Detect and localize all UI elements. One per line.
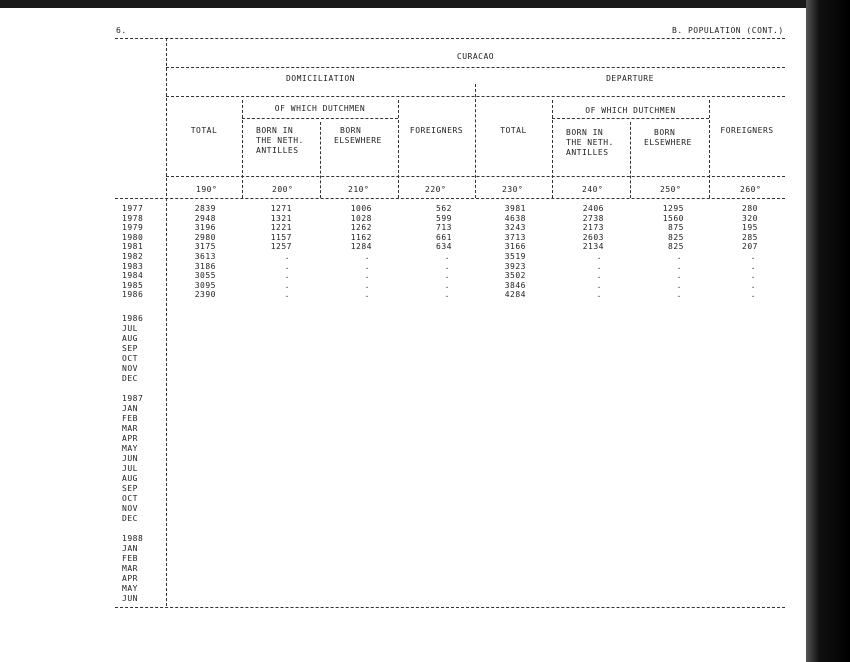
table-cell: . xyxy=(596,271,602,281)
table-cell: 280 xyxy=(742,204,758,213)
born-elsewhere-heading: BORN xyxy=(654,128,676,137)
table-cell: 825 xyxy=(668,242,684,252)
table-cell: . xyxy=(596,261,602,271)
month-row-label: MAY xyxy=(122,584,138,593)
total-heading-dom: TOTAL xyxy=(190,126,218,135)
month-row-label: AUG xyxy=(122,334,138,343)
table-cell: 1162 xyxy=(350,232,372,242)
table-cell: . xyxy=(676,290,682,300)
table-cell: . xyxy=(284,261,290,271)
month-row-label: MAR xyxy=(122,564,138,573)
row-year: 1980 xyxy=(122,232,144,242)
table-cell: 3519 xyxy=(504,252,526,261)
table-cell: 3186 xyxy=(194,261,216,271)
table-cell: 1560 xyxy=(662,213,684,223)
table-cell: 3981 xyxy=(504,204,526,213)
region-heading: CURACAO xyxy=(456,52,495,61)
page-number: 6. xyxy=(116,26,127,35)
born-elsewhere-heading: ELSEWHERE xyxy=(334,136,382,145)
table-cell: 661 xyxy=(436,232,452,242)
table-cell: . xyxy=(676,261,682,271)
table-cell: . xyxy=(444,261,450,271)
born-in-heading: ANTILLES xyxy=(256,146,299,155)
table-cell: . xyxy=(676,271,682,281)
table-cell: . xyxy=(364,261,370,271)
col-divider xyxy=(320,122,321,198)
column-code: 210° xyxy=(348,185,370,194)
column-code: 200° xyxy=(272,185,294,194)
month-row-label: JUL xyxy=(122,324,138,333)
table-cell: 3175 xyxy=(194,242,216,252)
departure-heading: DEPARTURE xyxy=(606,74,654,83)
table-cell: 4638 xyxy=(504,213,526,223)
table-cell: . xyxy=(284,280,290,290)
section-title: B. POPULATION (CONT.) xyxy=(672,26,784,35)
total-heading-dep: TOTAL xyxy=(500,126,527,135)
month-group-year: 1986 xyxy=(122,314,144,323)
table-cell: 2134 xyxy=(582,242,604,252)
table-cell: 285 xyxy=(742,232,758,242)
month-row-label: FEB xyxy=(122,414,138,423)
table-cell: 3923 xyxy=(504,261,526,271)
table-cell: 2980 xyxy=(194,232,216,242)
table-cell: . xyxy=(444,290,450,300)
column-code: 230° xyxy=(502,185,524,194)
bottom-rule xyxy=(115,607,785,608)
table-cell: . xyxy=(284,290,290,300)
rule-codes xyxy=(115,198,785,199)
month-row-label: FEB xyxy=(122,554,138,563)
month-row-label: DEC xyxy=(122,514,138,523)
month-row-label: SEP xyxy=(122,344,138,353)
table-cell: 2948 xyxy=(194,213,216,223)
table-cell: 2603 xyxy=(582,232,604,242)
row-year: 1978 xyxy=(122,213,144,223)
table-cell: 320 xyxy=(742,213,758,223)
table-cell: . xyxy=(596,252,602,261)
scan-edge-right xyxy=(806,0,850,662)
table-cell: 3846 xyxy=(504,280,526,290)
table-cell: 599 xyxy=(436,213,452,223)
month-row-label: JUN xyxy=(122,594,138,603)
month-row-label: AUG xyxy=(122,474,138,483)
table-cell: 1157 xyxy=(270,232,292,242)
table-cell: 1262 xyxy=(350,223,372,233)
table-cell: . xyxy=(750,252,756,261)
table-cell: 3502 xyxy=(504,271,526,281)
row-year: 1979 xyxy=(122,223,144,233)
table-cell: . xyxy=(284,271,290,281)
column-code: 220° xyxy=(425,185,447,194)
month-row-label: MAY xyxy=(122,444,138,453)
month-row-label: DEC xyxy=(122,374,138,383)
month-row-label: JAN xyxy=(122,404,138,413)
row-year: 1984 xyxy=(122,271,144,281)
born-in-heading: BORN IN xyxy=(256,126,294,135)
dutchmen-heading-dep: OF WHICH DUTCHMEN xyxy=(585,106,676,115)
month-row-label: OCT xyxy=(122,354,138,363)
table-cell: . xyxy=(676,280,682,290)
table-cell: . xyxy=(284,252,290,261)
table-cell: 3095 xyxy=(194,280,216,290)
table-cell: . xyxy=(364,252,370,261)
table-cell: 713 xyxy=(436,223,452,233)
month-row-label: OCT xyxy=(122,494,138,503)
row-year: 1981 xyxy=(122,242,144,252)
table-cell: 634 xyxy=(436,242,452,252)
domiciliation-heading: DOMICILIATION xyxy=(285,74,356,83)
born-elsewhere-heading: BORN xyxy=(340,126,362,135)
table-cell: . xyxy=(750,271,756,281)
table-cell: 195 xyxy=(742,223,758,233)
foreigners-heading-dep: FOREIGNERS xyxy=(720,126,774,135)
month-group-year: 1988 xyxy=(122,534,144,543)
rule-dutchmen-dep xyxy=(552,118,709,119)
row-year: 1977 xyxy=(122,204,144,213)
table-cell: 1284 xyxy=(350,242,372,252)
month-row-label: JUN xyxy=(122,454,138,463)
table-cell: . xyxy=(750,290,756,300)
rule-region xyxy=(166,67,785,68)
table-cell: . xyxy=(676,252,682,261)
table-cell: 3196 xyxy=(194,223,216,233)
table-cell: 207 xyxy=(742,242,758,252)
born-in-heading: THE NETH. xyxy=(256,136,304,145)
table-cell: . xyxy=(444,271,450,281)
scan-edge-top xyxy=(0,0,850,8)
table-cell: . xyxy=(750,261,756,271)
table-cell: . xyxy=(364,290,370,300)
row-year: 1985 xyxy=(122,280,144,290)
table-cell: . xyxy=(364,280,370,290)
month-row-label: APR xyxy=(122,574,138,583)
column-code: 240° xyxy=(582,185,604,194)
row-year: 1986 xyxy=(122,290,144,300)
month-row-label: JAN xyxy=(122,544,138,553)
table-cell: 3713 xyxy=(504,232,526,242)
table-cell: 1221 xyxy=(270,223,292,233)
col-divider xyxy=(709,100,710,198)
table-cell: 2390 xyxy=(194,290,216,300)
col-divider xyxy=(242,100,243,198)
born-in-heading: BORN IN xyxy=(566,128,604,137)
table-cell: 3055 xyxy=(194,271,216,281)
table-cell: 1271 xyxy=(270,204,292,213)
row-year: 1982 xyxy=(122,252,144,261)
table-cell: 1295 xyxy=(662,204,684,213)
table-cell: 562 xyxy=(436,204,452,213)
table-cell: 2738 xyxy=(582,213,604,223)
month-row-label: APR xyxy=(122,434,138,443)
dutchmen-heading-dom: OF WHICH DUTCHMEN xyxy=(274,104,366,113)
stub-divider xyxy=(166,38,167,606)
born-elsewhere-heading: ELSEWHERE xyxy=(644,138,692,147)
month-row-label: SEP xyxy=(122,484,138,493)
month-row-label: MAR xyxy=(122,424,138,433)
rule-dutchmen-dom xyxy=(242,118,398,119)
table-cell: 1257 xyxy=(270,242,292,252)
born-in-heading: ANTILLES xyxy=(566,148,609,157)
month-row-label: JUL xyxy=(122,464,138,473)
column-code: 190° xyxy=(196,185,218,194)
table-cell: . xyxy=(750,280,756,290)
table-cell: 3613 xyxy=(194,252,216,261)
table-cell: . xyxy=(444,280,450,290)
month-row-label: NOV xyxy=(122,504,138,513)
column-code: 260° xyxy=(740,185,762,194)
table-cell: . xyxy=(596,290,602,300)
row-year: 1983 xyxy=(122,261,144,271)
col-divider xyxy=(398,100,399,198)
table-cell: 1321 xyxy=(270,213,292,223)
top-rule xyxy=(115,38,785,39)
table-cell: 875 xyxy=(668,223,684,233)
group-divider xyxy=(475,84,476,198)
table-cell: 1028 xyxy=(350,213,372,223)
table-cell: . xyxy=(444,252,450,261)
foreigners-heading-dom: FOREIGNERS xyxy=(409,126,464,135)
table-cell: . xyxy=(364,271,370,281)
table-cell: 3166 xyxy=(504,242,526,252)
table-cell: 3243 xyxy=(504,223,526,233)
month-row-label: NOV xyxy=(122,364,138,373)
table-cell: 2173 xyxy=(582,223,604,233)
table-cell: 2839 xyxy=(194,204,216,213)
born-in-heading: THE NETH. xyxy=(566,138,614,147)
month-group-year: 1987 xyxy=(122,394,144,403)
column-code: 250° xyxy=(660,185,682,194)
col-divider xyxy=(630,122,631,198)
table-cell: . xyxy=(596,280,602,290)
table-cell: 4284 xyxy=(504,290,526,300)
table-cell: 825 xyxy=(668,232,684,242)
table-cell: 1006 xyxy=(350,204,372,213)
table-cell: 2406 xyxy=(582,204,604,213)
